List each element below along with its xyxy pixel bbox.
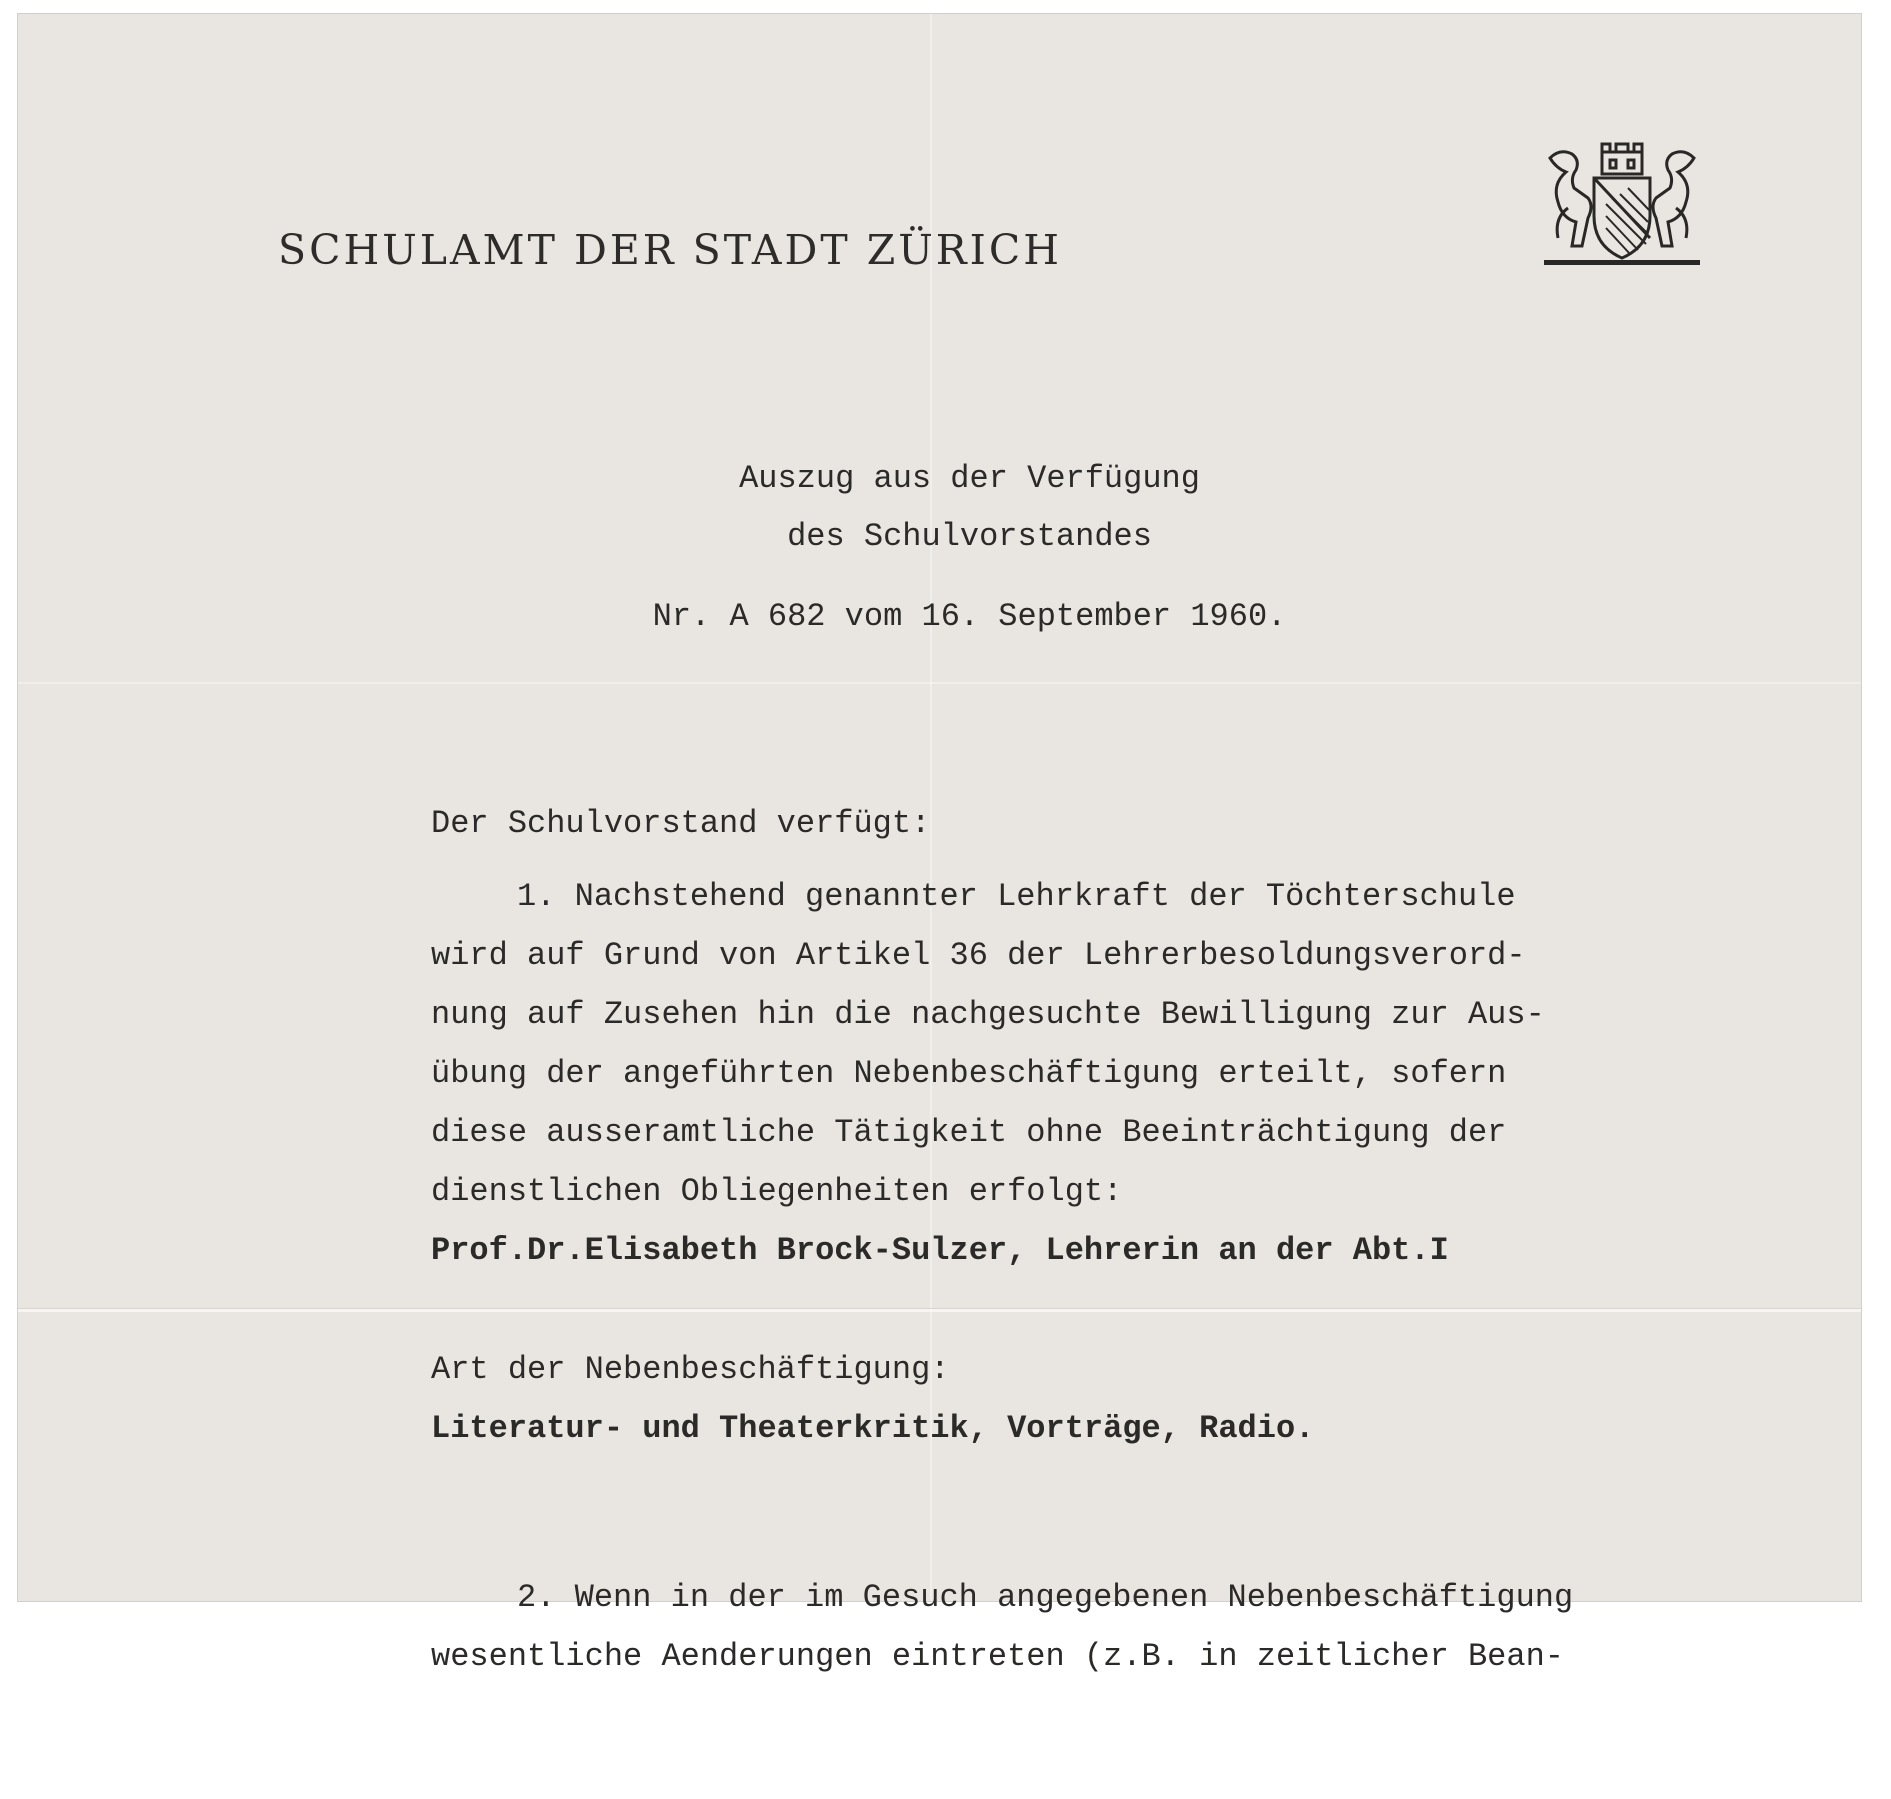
spacer bbox=[431, 1458, 1831, 1568]
item1-line: wird auf Grund von Artikel 36 der Lehrerbesoldungsverord- bbox=[431, 937, 1526, 974]
spacer bbox=[431, 1280, 1831, 1340]
item1-line: dienstlichen Obliegenheiten erfolgt: bbox=[431, 1173, 1123, 1210]
document-page bbox=[18, 14, 1861, 1675]
occupation-value: Literatur- und Theaterkritik, Vorträge, Radio. bbox=[431, 1410, 1315, 1447]
item2-line: wesentliche Aenderungen eintreten (z.B. in zeitlicher Bean- bbox=[431, 1638, 1564, 1675]
item2-clipped-row bbox=[431, 1627, 1831, 1675]
fold-line-horizontal bbox=[18, 682, 1861, 684]
person-name-line: Prof.Dr.Elisabeth Brock-Sulzer, Lehrerin an der Abt.I bbox=[431, 1232, 1449, 1269]
item1-line: übung der angeführten Nebenbeschäftigung erteilt, sofern bbox=[431, 1055, 1507, 1092]
occupation-label: Art der Nebenbeschäftigung: bbox=[431, 1351, 950, 1388]
item1-line: 1. Nachstehend genannter Lehrkraft der Töchterschule bbox=[517, 878, 1516, 915]
heading-line-2: des Schulvorstandes bbox=[787, 518, 1152, 555]
letterhead-title: SCHULAMT DER STADT ZÜRICH bbox=[278, 226, 1062, 274]
heading-line-1: Auszug aus der Verfügung bbox=[739, 460, 1200, 497]
item1-line: nung auf Zusehen hin die nachgesuchte Bewilligung zur Aus- bbox=[431, 996, 1545, 1033]
zurich-coat-of-arms-icon bbox=[1540, 138, 1704, 266]
decree-body bbox=[431, 794, 1831, 1675]
heading-line-3: Nr. A 682 vom 16. September 1960. bbox=[652, 598, 1287, 635]
decree-intro: Der Schulvorstand verfügt: bbox=[431, 805, 931, 842]
item2-line: 2. Wenn in der im Gesuch angegebenen Nebenbeschäftigung bbox=[517, 1579, 1574, 1616]
item1-line: diese ausseramtliche Tätigkeit ohne Beeinträchtigung der bbox=[431, 1114, 1507, 1151]
